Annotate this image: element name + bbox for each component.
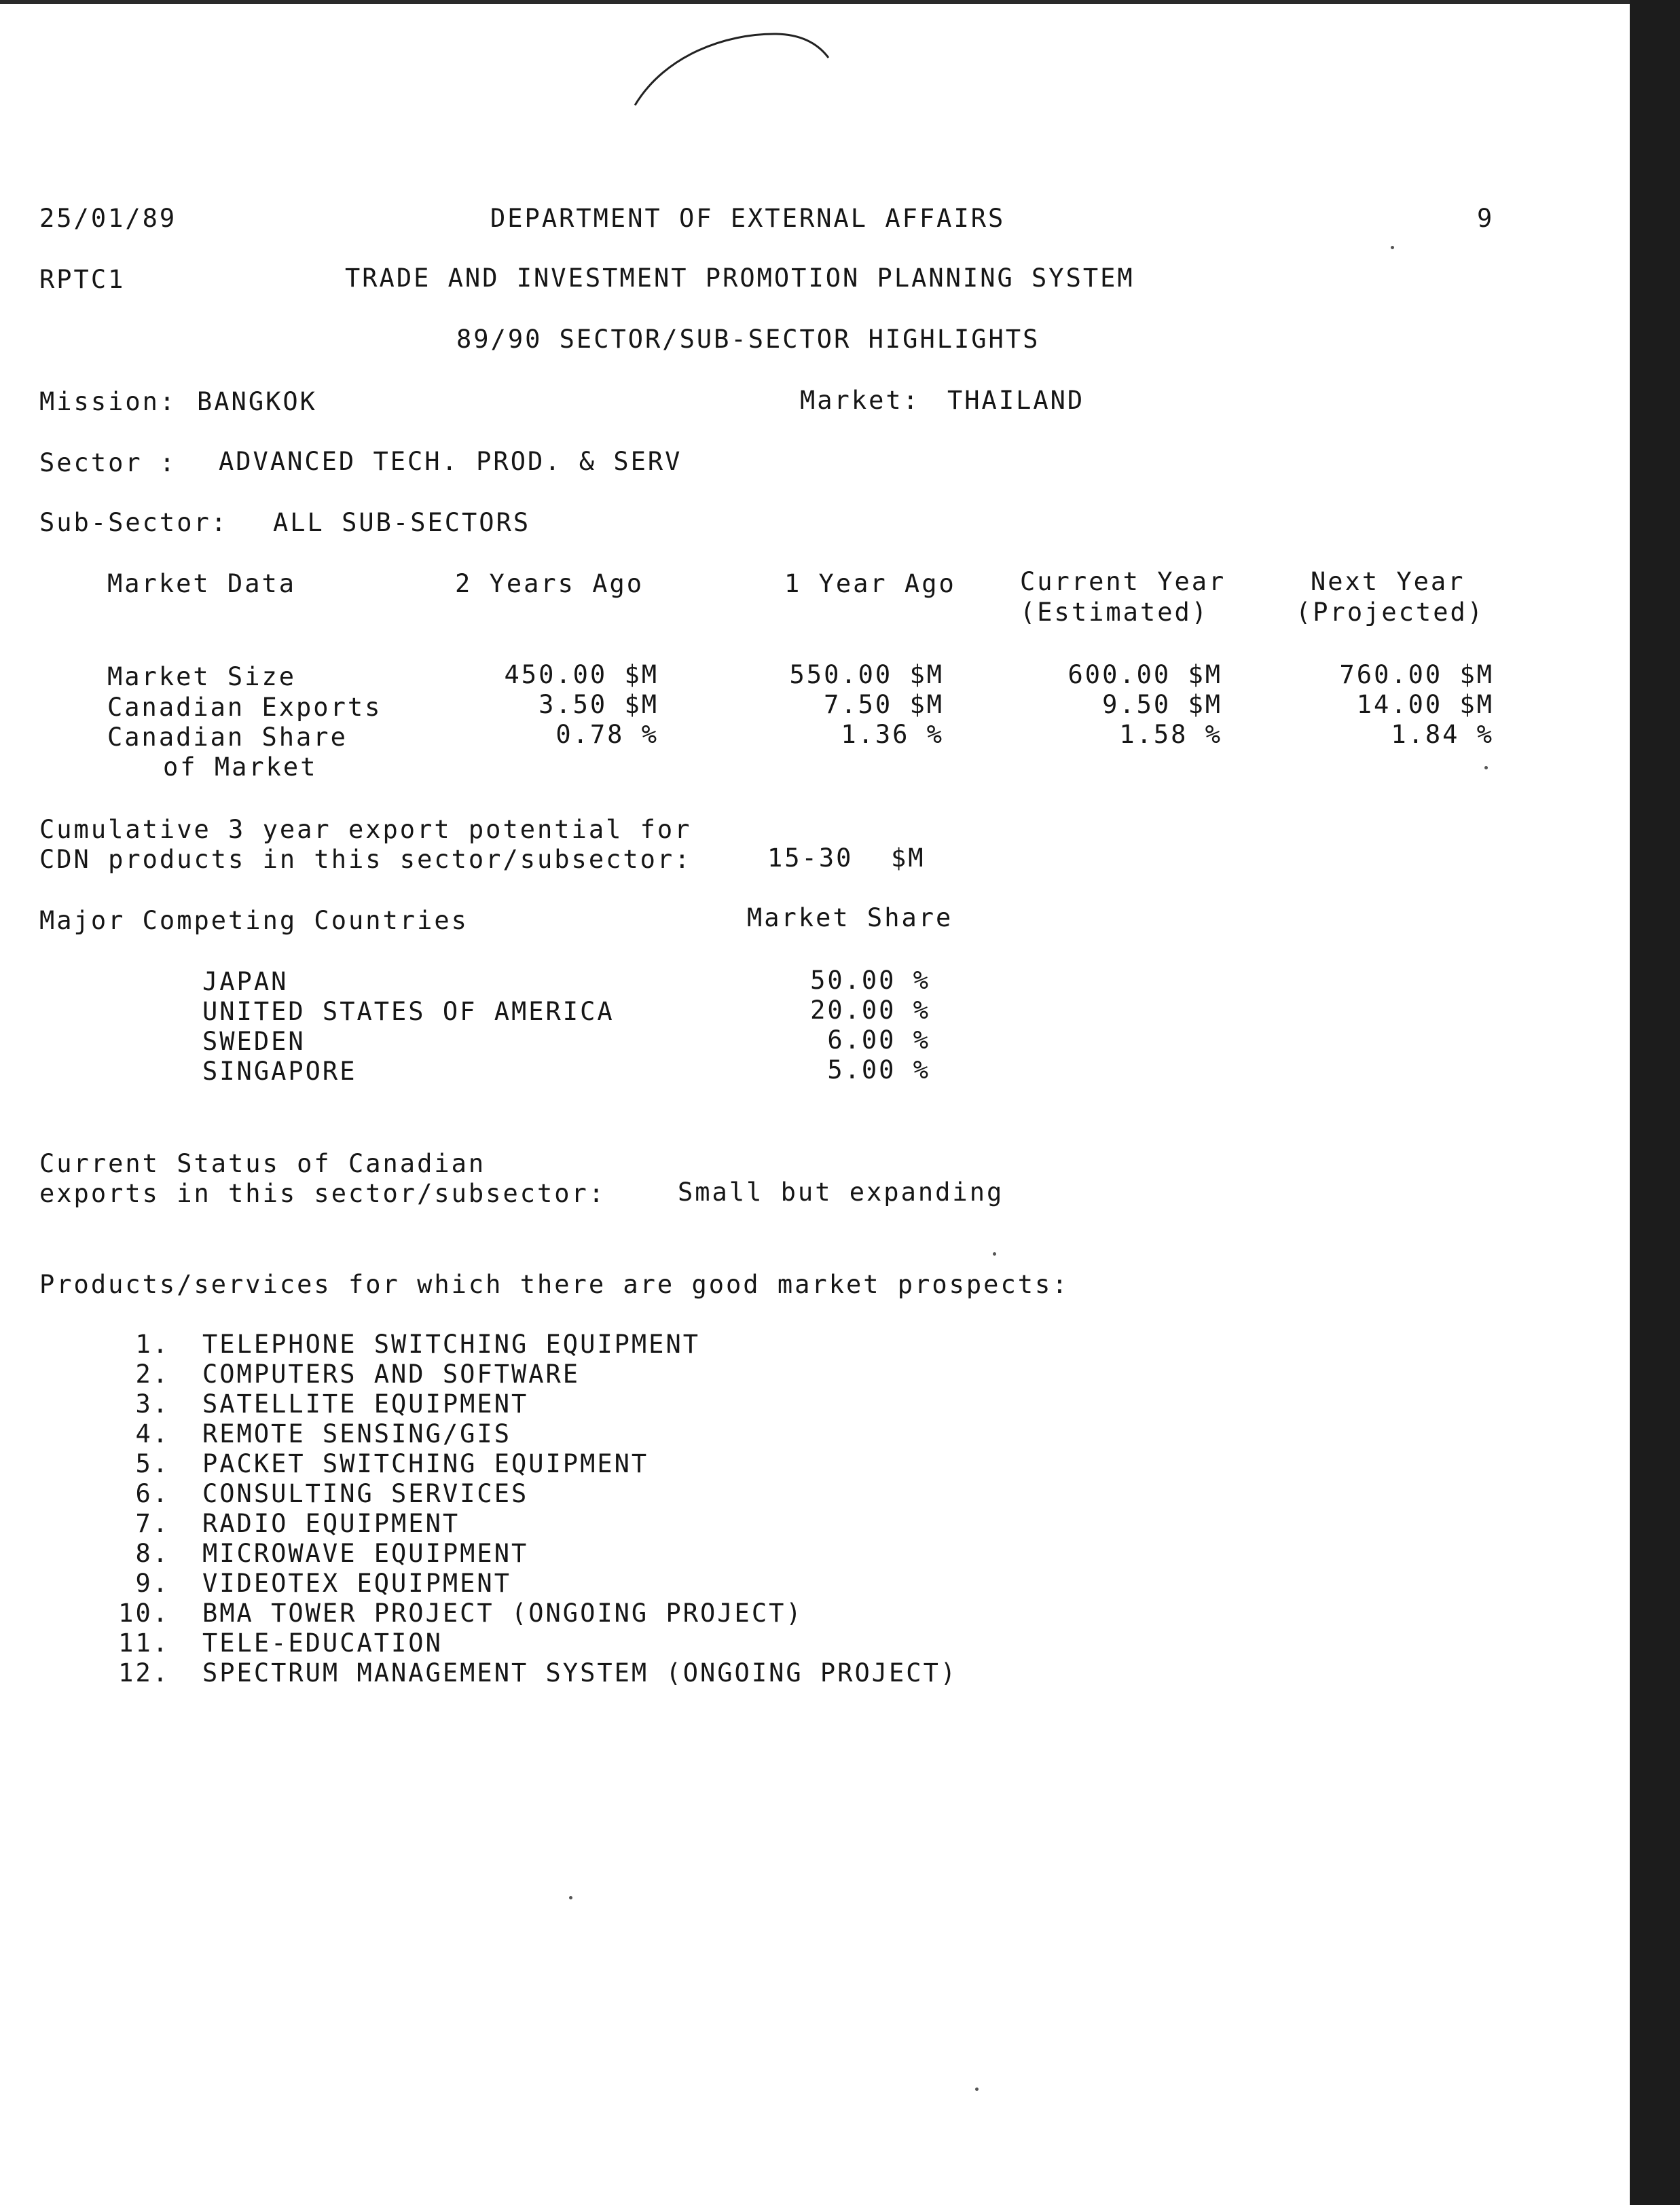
col-header-next-year: Next Year [1311,567,1465,596]
potential-line-2: CDN products in this sector/subsector: [39,845,692,874]
competitor-country: UNITED STATES OF AMERICA [202,997,615,1026]
col-header-market-data: Market Data [107,569,297,598]
potential-value: 15-30 [767,843,854,873]
subsector-value: ALL SUB-SECTORS [273,508,531,537]
mission-label: Mission: [39,387,177,416]
cell-current-year: 600.00 $M [1067,660,1222,689]
pen-stroke-mark [625,20,842,115]
cell-2-years-ago: 0.78 % [555,720,659,749]
market-value: THAILAND [947,386,1085,415]
list-item-number: 8. [135,1539,170,1568]
cell-current-year: 9.50 $M [1102,690,1222,719]
list-item-number: 3. [135,1389,170,1419]
status-line-2: exports in this sector/subsector: [39,1179,606,1208]
page-number: 9 [1477,204,1495,233]
list-item: PACKET SWITCHING EQUIPMENT [202,1449,649,1478]
row-label: Canadian Exports [107,693,382,722]
list-item: MICROWAVE EQUIPMENT [202,1539,529,1568]
subsector-label: Sub-Sector: [39,508,229,537]
col-header-2-years-ago: 2 Years Ago [455,569,644,598]
mission-value: BANGKOK [197,387,317,416]
list-item: TELEPHONE SWITCHING EQUIPMENT [202,1330,701,1359]
cell-1-year-ago: 7.50 $M [824,690,944,719]
list-item-number: 7. [135,1509,170,1538]
top-scan-edge [0,0,1630,4]
cell-1-year-ago: 550.00 $M [789,660,944,689]
products-heading: Products/services for which there are good market prospects: [39,1270,1070,1299]
col-header-projected: (Projected) [1296,598,1485,627]
list-item: REMOTE SENSING/GIS [202,1419,511,1448]
list-item: TELE-EDUCATION [202,1628,443,1658]
cell-next-year: 14.00 $M [1356,690,1494,719]
market-label: Market: [800,386,920,415]
report-code: RPTC1 [39,265,126,294]
cell-current-year: 1.58 % [1119,720,1222,749]
list-item-number: 5. [135,1449,170,1478]
sector-value: ADVANCED TECH. PROD. & SERV [219,447,682,476]
cell-next-year: 760.00 $M [1339,660,1494,689]
list-item-number: 6. [135,1479,170,1508]
list-item: CONSULTING SERVICES [202,1479,529,1508]
row-label: Canadian Share [107,723,348,752]
market-share-heading: Market Share [747,903,953,932]
competitor-share: 6.00 % [827,1025,930,1055]
col-header-estimated: (Estimated) [1020,598,1209,627]
row-label: Market Size [107,662,297,691]
report-title: 89/90 SECTOR/SUB-SECTOR HIGHLIGHTS [456,325,1040,354]
potential-unit: $M [891,843,926,873]
competitor-country: SINGAPORE [202,1057,357,1086]
list-item: BMA TOWER PROJECT (ONGOING PROJECT) [202,1599,803,1628]
department-title: DEPARTMENT OF EXTERNAL AFFAIRS [490,204,1006,233]
competitor-share: 50.00 % [810,966,930,995]
list-item: SATELLITE EQUIPMENT [202,1389,529,1419]
status-value: Small but expanding [678,1178,1004,1207]
list-item-number: 12. [118,1658,170,1688]
system-title: TRADE AND INVESTMENT PROMOTION PLANNING SYSTEM [345,263,1135,293]
col-header-1-year-ago: 1 Year Ago [784,569,956,598]
scan-page-edge [1630,0,1680,2205]
competitor-share: 5.00 % [827,1055,930,1085]
list-item-number: 4. [135,1419,170,1448]
sector-label: Sector : [39,448,177,477]
list-item: VIDEOTEX EQUIPMENT [202,1569,511,1598]
list-item-number: 10. [118,1599,170,1628]
scan-speck [569,1896,572,1899]
report-date: 25/01/89 [39,204,177,233]
list-item-number: 9. [135,1569,170,1598]
competitor-country: SWEDEN [202,1027,306,1056]
list-item: RADIO EQUIPMENT [202,1509,460,1538]
list-item-number: 2. [135,1360,170,1389]
row-label-continued: of Market [163,752,318,782]
cell-2-years-ago: 3.50 $M [538,690,659,719]
competitors-heading: Major Competing Countries [39,906,469,935]
col-header-current-year: Current Year [1020,567,1226,596]
potential-line-1: Cumulative 3 year export potential for [39,815,692,844]
list-item: SPECTRUM MANAGEMENT SYSTEM (ONGOING PROJECT) [202,1658,958,1688]
competitor-country: JAPAN [202,967,289,996]
cell-1-year-ago: 1.36 % [841,720,944,749]
scan-speck [1391,246,1394,249]
cell-2-years-ago: 450.00 $M [504,660,659,689]
scan-speck [1484,766,1488,769]
scan-speck [993,1252,996,1256]
list-item-number: 1. [135,1330,170,1359]
list-item-number: 11. [118,1628,170,1658]
scan-speck [975,2088,979,2091]
status-line-1: Current Status of Canadian [39,1149,486,1178]
competitor-share: 20.00 % [810,996,930,1025]
list-item: COMPUTERS AND SOFTWARE [202,1360,581,1389]
cell-next-year: 1.84 % [1391,720,1494,749]
